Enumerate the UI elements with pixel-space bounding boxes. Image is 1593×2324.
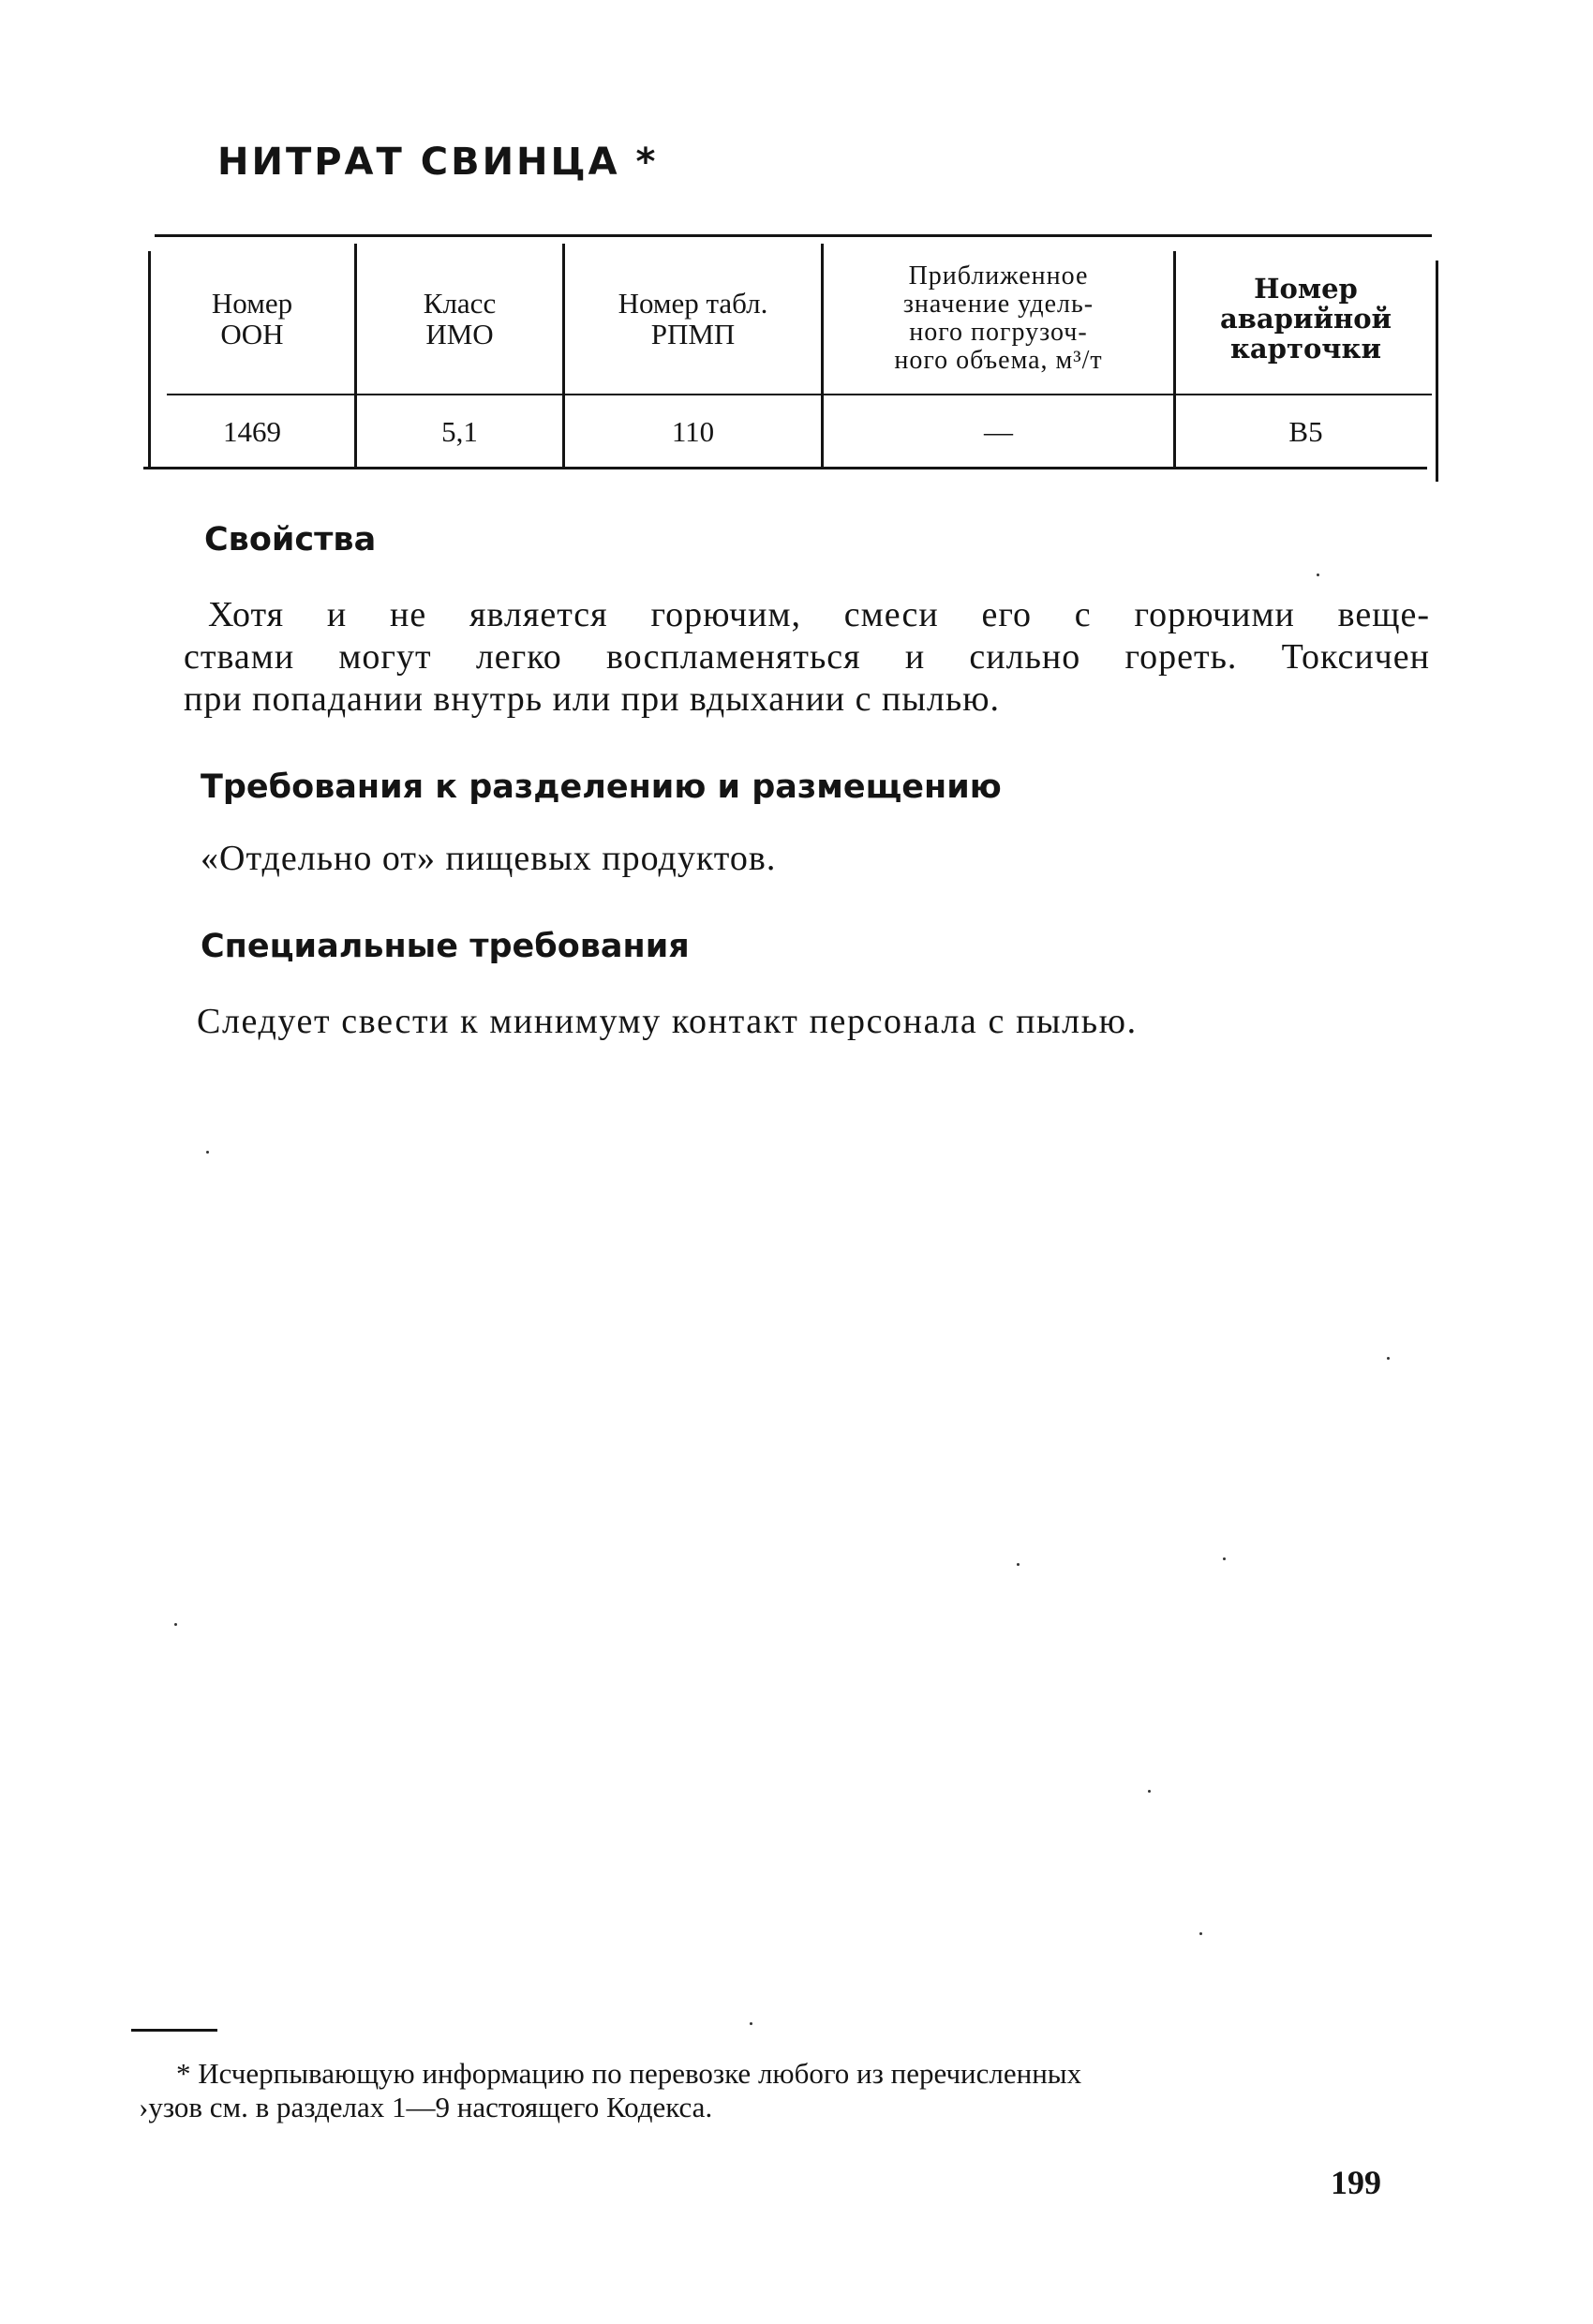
cell-rpmp-table: 110 bbox=[671, 414, 715, 448]
header-imo-class: Класс ИМО bbox=[423, 287, 497, 350]
segregation-text: «Отдельно от» пищевых продуктов. bbox=[201, 839, 777, 878]
header-un-number: Номер ООН bbox=[211, 287, 293, 350]
header-emergency-card: Номер аварийной карточки bbox=[1219, 273, 1392, 365]
properties-line: при попадании внутрь или при вдыхании с пылью. bbox=[184, 679, 1001, 719]
header-rpmp-table: Номер табл. РПМП bbox=[618, 287, 768, 350]
section-heading-properties: Свойства bbox=[204, 521, 377, 559]
page-number: 199 bbox=[1331, 2164, 1381, 2201]
footnote-line-2: ›узов см. в разделах 1—9 настоящего Кодекса. bbox=[139, 2091, 713, 2123]
properties-line: Хотя и не является горючим, смеси его с горючими веще- bbox=[208, 595, 1430, 634]
properties-paragraph bbox=[184, 594, 1430, 721]
footnote-line-1: * Исчерпывающую информацию по перевозке любого из перечисленных bbox=[176, 2057, 1082, 2090]
page-title: НИТРАТ СВИНЦА * bbox=[217, 141, 659, 184]
cell-un-number: 1469 bbox=[223, 414, 281, 448]
cell-stowage-factor: — bbox=[984, 414, 1013, 448]
cell-imo-class: 5,1 bbox=[441, 414, 478, 448]
cell-emergency-card: В5 bbox=[1288, 414, 1323, 448]
header-stowage-factor: Приближенное значение удель- ного погрузоч- ного объема, м³/т bbox=[894, 261, 1103, 375]
special-text: Следует свести к минимуму контакт персонала с пылью. bbox=[197, 1002, 1138, 1041]
properties-line: ствами могут легко воспламеняться и сильно гореть. Токсичен bbox=[184, 637, 1430, 677]
section-heading-special: Специальные требования bbox=[201, 928, 690, 965]
section-heading-segregation: Требования к разделению и размещению bbox=[201, 768, 1002, 806]
